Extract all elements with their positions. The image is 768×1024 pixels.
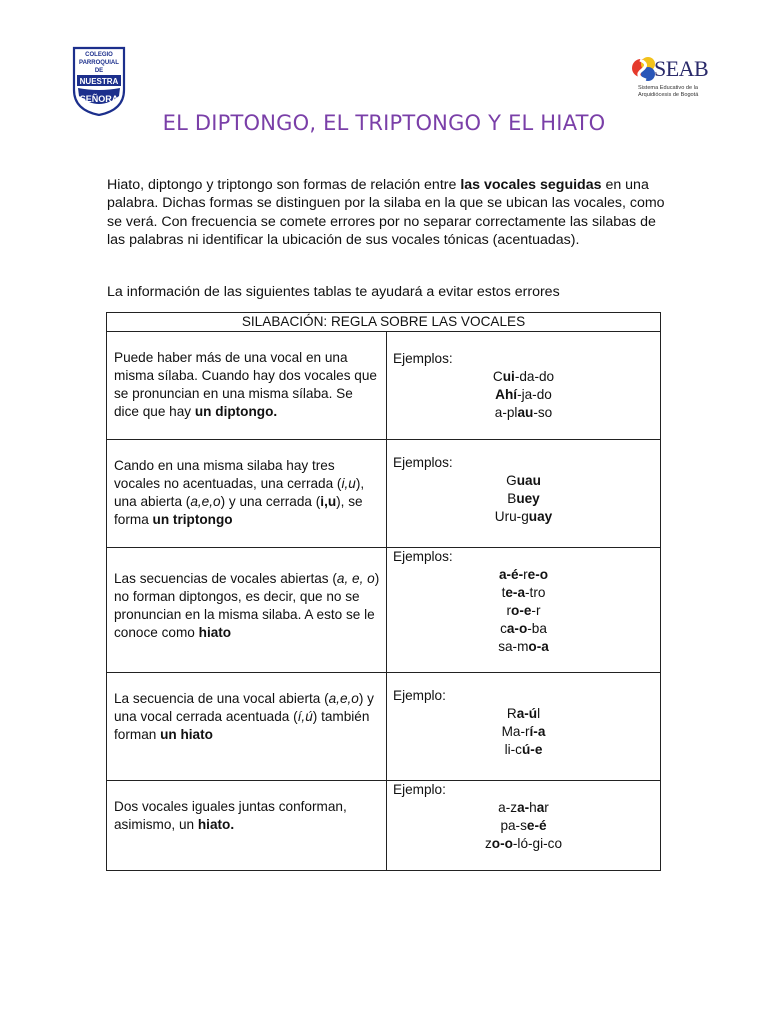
examples-cell <box>387 440 661 548</box>
examples-cell <box>387 548 661 673</box>
logo-line-5: SEÑORA <box>79 94 119 104</box>
rule-text-segment: hiato <box>198 625 232 640</box>
word-segment: -r <box>531 603 541 618</box>
seab-logo-text: SEAB <box>654 56 709 81</box>
example-words <box>393 368 654 422</box>
example-word <box>393 799 654 817</box>
word-segment: -ba <box>527 621 547 636</box>
word-segment: ú-e <box>521 742 543 757</box>
example-word <box>393 508 654 526</box>
word-segment: -tro <box>525 585 546 600</box>
word-segment: C <box>492 369 503 384</box>
word-segment: r <box>523 567 528 582</box>
rule-text-segment: í,ú <box>297 709 313 724</box>
rule-description <box>107 332 387 440</box>
rule-text-segment: ) también forman <box>114 709 370 742</box>
table-header: SILABACIÓN: REGLA SOBRE LAS VOCALES <box>107 313 661 332</box>
example-word <box>393 386 654 404</box>
example-words <box>393 799 654 853</box>
word-segment: r <box>506 603 512 618</box>
rule-text-segment: i,u <box>320 494 337 509</box>
examples-cell <box>387 332 661 440</box>
intro-paragraph <box>107 176 667 249</box>
school-logo <box>72 46 126 116</box>
word-segment: Ahí <box>495 387 518 402</box>
example-word <box>393 835 654 853</box>
example-word <box>393 566 654 584</box>
examples-label: Ejemplos: <box>393 549 453 564</box>
rule-text-segment: ) no forman diptongos, es decir, que no se pronuncian en la misma silaba. A esto se le conoce como <box>114 571 380 640</box>
word-segment: a <box>536 800 545 815</box>
example-word <box>393 817 654 835</box>
rule-text-segment: Cando en una misma silaba hay tres vocales no acentuadas, una cerrada ( <box>114 458 342 491</box>
word-segment: -so <box>533 405 553 420</box>
example-words <box>393 566 654 656</box>
word-segment: -ló-gi-co <box>512 836 563 851</box>
example-words <box>393 705 654 759</box>
table-row <box>107 440 661 548</box>
table-row <box>107 673 661 781</box>
rule-text-segment: un triptongo <box>152 512 233 527</box>
intro-note: La información de las siguientes tablas te ayudará a evitar estos errores <box>107 284 560 300</box>
rule-text-segment: ) y una cerrada ( <box>220 494 321 509</box>
word-segment: e-é <box>526 818 547 833</box>
logo-line-4: NUESTRA <box>79 77 119 86</box>
example-word <box>393 404 654 422</box>
word-segment: o-a <box>528 639 549 654</box>
table-row <box>107 332 661 440</box>
word-segment: a-o <box>506 621 528 636</box>
intro-text-end: en una palabra. Dichas formas se distinguen por la silaba en la que se ubican las vocales, como se verá. Con frecuencia se comete errores por no separar correctamente las silabas de las palabras ni identificar la ubicación de sus vocales tónicas (acentuadas). <box>107 177 665 248</box>
word-segment: h <box>529 800 537 815</box>
rule-text-segment: Las secuencias de vocales abiertas ( <box>114 571 337 586</box>
example-words <box>393 472 654 526</box>
examples-label: Ejemplos: <box>393 455 453 470</box>
rules-table <box>106 312 661 871</box>
word-segment: B <box>507 491 517 506</box>
examples-label: Ejemplo: <box>393 782 446 797</box>
word-segment: uey <box>516 491 540 506</box>
word-segment: o-o <box>491 836 513 851</box>
word-segment: a-é- <box>498 567 524 582</box>
rule-text-segment: hiato. <box>197 817 235 832</box>
word-segment: -ja-do <box>517 387 552 402</box>
seab-caption: Sistema Educativo de la Arquidiócesis de Bogotá <box>638 85 699 98</box>
example-word <box>393 705 654 723</box>
example-word <box>393 602 654 620</box>
table-row <box>107 781 661 871</box>
word-segment: pa-s <box>500 818 527 833</box>
examples-cell <box>387 673 661 781</box>
word-segment: a-pl <box>494 405 518 420</box>
logo-line-1: COLEGIO <box>85 52 113 58</box>
rule-description <box>107 673 387 781</box>
word-segment: a-z <box>498 800 518 815</box>
word-segment: -da-do <box>514 369 555 384</box>
intro-text-start: Hiato, diptongo y triptongo son formas de relación entre <box>107 177 461 193</box>
rule-text-segment: Dos vocales iguales juntas conforman, asimismo, un <box>114 799 347 832</box>
example-word <box>393 490 654 508</box>
rule-text-segment: La secuencia de una vocal abierta ( <box>114 691 329 706</box>
rule-description <box>107 548 387 673</box>
word-segment: sa-m <box>498 639 529 654</box>
word-segment: í-a <box>529 724 546 739</box>
logo-line-3: DE <box>94 68 104 74</box>
example-word <box>393 638 654 656</box>
logo-line-2: PARROQUIAL <box>79 60 119 66</box>
word-segment: z <box>484 836 492 851</box>
examples-label: Ejemplos: <box>393 351 453 366</box>
word-segment: r <box>544 800 549 815</box>
rule-description <box>107 440 387 548</box>
word-segment: a-ú <box>516 706 538 721</box>
word-segment: e-o <box>527 567 549 582</box>
word-segment: uau <box>516 473 541 488</box>
word-segment: au <box>517 405 534 420</box>
page-title: EL DIPTONGO, EL TRIPTONGO Y EL HIATO <box>162 111 606 136</box>
intro-text-bold: las vocales seguidas <box>460 177 602 193</box>
example-word <box>393 584 654 602</box>
rule-text-segment: un diptongo. <box>194 404 278 419</box>
rule-text-segment: a,e,o <box>328 691 359 706</box>
word-segment: a- <box>517 800 530 815</box>
word-segment: Ma-r <box>501 724 530 739</box>
seab-logo <box>628 52 709 108</box>
word-segment: e-a <box>505 585 526 600</box>
rule-text-segment: ), se forma <box>114 494 363 527</box>
example-word <box>393 741 654 759</box>
word-segment: G <box>506 473 517 488</box>
word-segment: l <box>537 706 541 721</box>
word-segment: Uru-g <box>494 509 529 524</box>
word-segment: o-e <box>511 603 532 618</box>
rule-text-segment: ) y una vocal cerrada acentuada ( <box>114 691 374 724</box>
word-segment: uay <box>528 509 553 524</box>
rule-text-segment: a,e,o <box>190 494 221 509</box>
rule-text-segment: i,u <box>341 476 356 491</box>
rule-text-segment: un hiato <box>160 727 213 742</box>
word-segment: li-c <box>504 742 522 757</box>
word-segment: t <box>501 585 506 600</box>
example-word <box>393 620 654 638</box>
word-segment: ui <box>502 369 515 384</box>
example-word <box>393 368 654 386</box>
example-word <box>393 472 654 490</box>
example-word <box>393 723 654 741</box>
word-segment: c <box>500 621 507 636</box>
word-segment: R <box>506 706 517 721</box>
rule-text-segment: ), una abierta ( <box>114 476 365 509</box>
rule-description <box>107 781 387 871</box>
examples-cell <box>387 781 661 871</box>
table-row <box>107 548 661 673</box>
rule-text-segment: Puede haber más de una vocal en una misma sílaba. Cuando hay dos vocales que se pronuncian en una misma sílaba. Se dice que hay <box>114 350 377 419</box>
examples-label: Ejemplo: <box>393 688 446 703</box>
rule-text-segment: a, e, o <box>336 571 375 586</box>
